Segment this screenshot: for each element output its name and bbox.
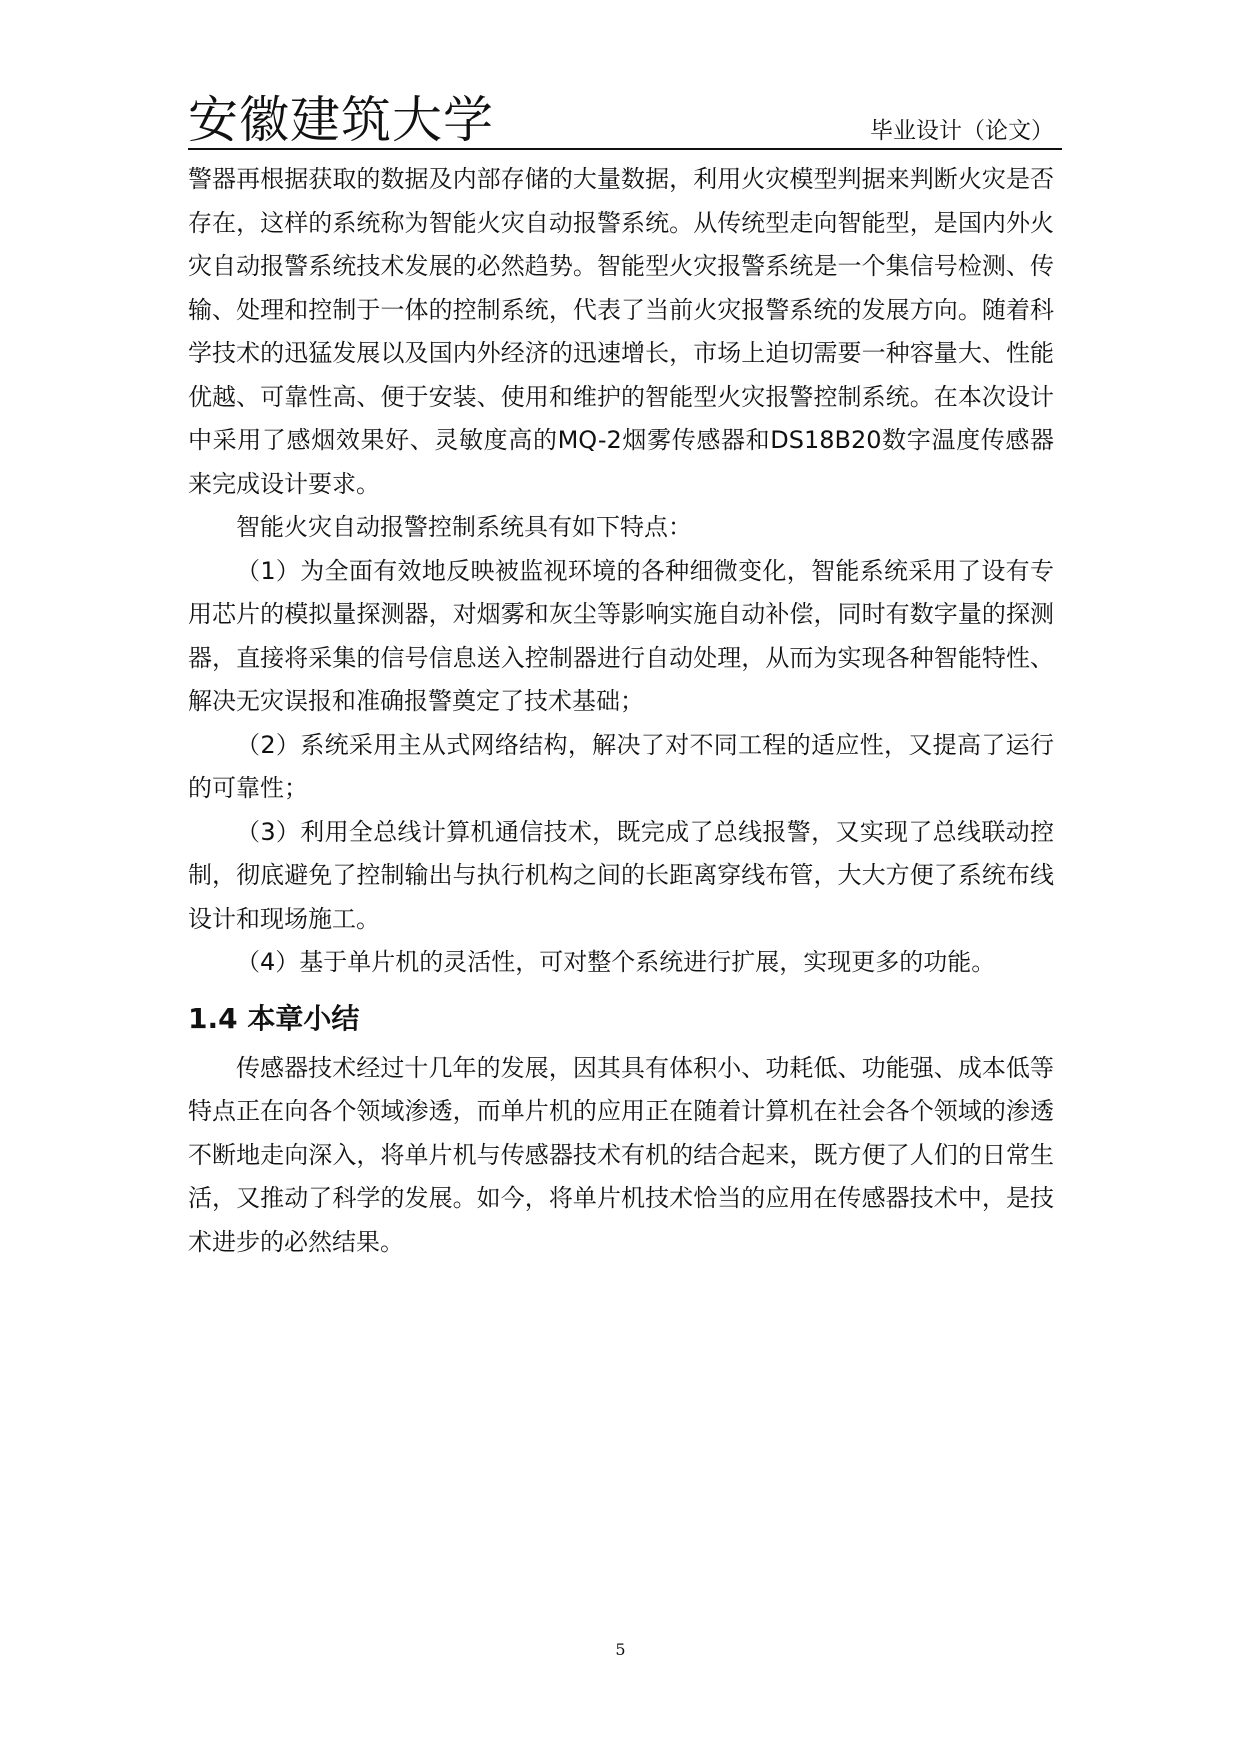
page-header: [188, 92, 1062, 150]
body-paragraph-features-intro: 智能火灾自动报警控制系统具有如下特点：: [236, 513, 692, 541]
header-document-type: 毕业设计（论文）: [870, 118, 1054, 144]
body-paragraph-continued: 警器再根据获取的数据及内部存储的大量数据，利用火灾模型判据来判断火灾是否存在，这样的系统称为智能火灾自动报警系统。从传统型走向智能型，是国内外火灾自动报警系统技术发展的必然趋势。智能型火灾报警系统是一个集信号检测、传输、处理和控制于一体的控制系统，代表了当前火灾报警系统的发展方向。随着科学技术的迅猛发展以及国内外经济的迅速增长，市场上迫切需要一种容量大、性能优越、可靠性高、便于安装、使用和维护的智能型火灾报警控制系统。在本次设计中采用了感烟效果好、灵敏度高的MQ-2烟雾传感器和DS18B20数字温度传感器来完成设计要求。: [188, 165, 1054, 498]
summary-paragraph: 传感器技术经过十几年的发展，因其具有体积小、功耗低、功能强、成本低等特点正在向各个领域渗透，而单片机的应用正在随着计算机在社会各个领域的渗透不断地走向深入，将单片机与传感器技术有机的结合起来，既方便了人们的日常生活，又推动了科学的发展。如今，将单片机技术恰当的应用在传感器技术中，是技术进步的必然结果。: [188, 1053, 1054, 1256]
feature-item-1: （1）为全面有效地反映被监视环境的各种细微变化，智能系统采用了设有专用芯片的模拟量探测器，对烟雾和灰尘等影响实施自动补偿，同时有数字量的探测器，直接将采集的信号信息送入控制器进行自动处理，从而为实现各种智能特性、解决无灾误报和准确报警奠定了技术基础；: [188, 556, 1054, 715]
feature-item-4: （4）基于单片机的灵活性，可对整个系统进行扩展，实现更多的功能。: [236, 948, 996, 976]
page-number: 5: [615, 1640, 626, 1659]
section-heading: 1.4 本章小结: [188, 1001, 360, 1035]
feature-item-2: （2）系统采用主从式网络结构，解决了对不同工程的适应性，又提高了运行的可靠性；: [188, 730, 1054, 802]
header-school-name: 安徽建筑大学: [188, 91, 494, 149]
page-body: [188, 158, 1054, 1264]
feature-item-3: （3）利用全总线计算机通信技术，既完成了总线报警，又实现了总线联动控制，彻底避免了控制输出与执行机构之间的长距离穿线布管，大大方便了系统布线设计和现场施工。: [188, 817, 1054, 933]
